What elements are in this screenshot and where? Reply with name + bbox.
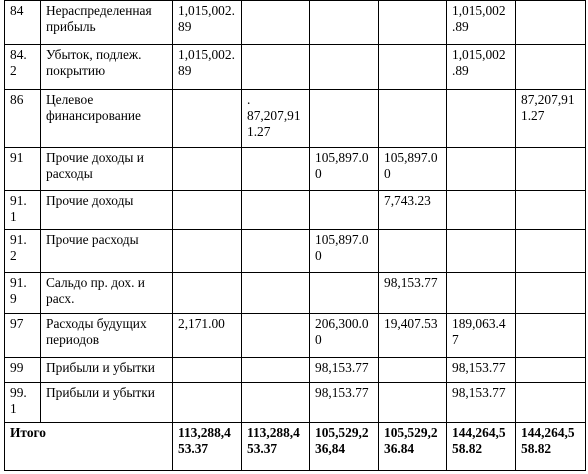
account-name: Целевое финансирование [41, 90, 173, 148]
ledger-body [5, 1, 586, 471]
closing-debit [447, 90, 516, 148]
total-closing-debit: 144,264,5 58.82 [447, 423, 516, 471]
opening-debit [173, 148, 242, 191]
account-name: Убыток, подлеж. покрытию [41, 45, 173, 90]
account-number: 99 [5, 358, 41, 383]
table-row [5, 314, 586, 358]
account-number: 99. 1 [5, 383, 41, 423]
closing-debit: 1,015,002 .89 [447, 45, 516, 90]
turnover-debit: 98,153.77 [310, 358, 379, 383]
opening-credit [242, 1, 310, 45]
turnover-debit [310, 90, 379, 148]
total-turnover-credit: 105,529,2 36.84 [379, 423, 447, 471]
turnover-credit [379, 383, 447, 423]
turnover-debit [310, 273, 379, 314]
opening-credit [242, 148, 310, 191]
account-name: Прочие доходы и расходы [41, 148, 173, 191]
table-row [5, 90, 586, 148]
table-row [5, 273, 586, 314]
turnover-debit [310, 1, 379, 45]
account-name: Прибыли и убытки [41, 383, 173, 423]
totals-label: Итого [5, 423, 173, 471]
account-number: 91. 9 [5, 273, 41, 314]
account-name: Сальдо пр. дох. и расх. [41, 273, 173, 314]
account-name: Прочие расходы [41, 230, 173, 273]
account-number: 91. 2 [5, 230, 41, 273]
opening-credit [242, 383, 310, 423]
opening-credit [242, 273, 310, 314]
opening-credit [242, 314, 310, 358]
turnover-credit: 105,897.0 0 [379, 148, 447, 191]
opening-debit [173, 273, 242, 314]
account-number: 97 [5, 314, 41, 358]
closing-credit [516, 358, 586, 383]
opening-debit [173, 191, 242, 230]
totals-row [5, 423, 586, 471]
table-row [5, 148, 586, 191]
closing-debit: 1,015,002 .89 [447, 1, 516, 45]
closing-credit [516, 314, 586, 358]
closing-debit [447, 230, 516, 273]
opening-credit [242, 191, 310, 230]
closing-credit [516, 1, 586, 45]
account-name: Нераспределенная прибыль [41, 1, 173, 45]
turnover-credit [379, 1, 447, 45]
opening-credit [242, 230, 310, 273]
total-opening-credit: 113,288,4 53.37 [242, 423, 310, 471]
closing-credit [516, 45, 586, 90]
account-name: Прибыли и убытки [41, 358, 173, 383]
total-closing-credit: 144,264,5 58.82 [516, 423, 586, 471]
account-name: Прочие доходы [41, 191, 173, 230]
total-turnover-debit: 105,529,2 36,84 [310, 423, 379, 471]
closing-debit [447, 273, 516, 314]
opening-credit: . 87,207,91 1.27 [242, 90, 310, 148]
closing-debit: 98,153.77 [447, 358, 516, 383]
turnover-debit [310, 45, 379, 90]
opening-debit [173, 383, 242, 423]
turnover-debit: 105,897.0 0 [310, 148, 379, 191]
opening-credit [242, 358, 310, 383]
opening-debit [173, 90, 242, 148]
account-name: Расходы будущих периодов [41, 314, 173, 358]
closing-credit [516, 383, 586, 423]
account-number: 91 [5, 148, 41, 191]
turnover-credit: 19,407.53 [379, 314, 447, 358]
opening-debit [173, 358, 242, 383]
turnover-debit: 98,153.77 [310, 383, 379, 423]
closing-credit [516, 191, 586, 230]
closing-credit [516, 148, 586, 191]
closing-credit [516, 230, 586, 273]
turnover-credit [379, 230, 447, 273]
turnover-debit [310, 191, 379, 230]
turnover-credit: 7,743.23 [379, 191, 447, 230]
turnover-balance-table [4, 0, 586, 471]
table-row [5, 230, 586, 273]
turnover-debit: 105,897.0 0 [310, 230, 379, 273]
closing-debit [447, 191, 516, 230]
account-number: 86 [5, 90, 41, 148]
turnover-credit [379, 90, 447, 148]
table-row [5, 1, 586, 45]
closing-credit [516, 273, 586, 314]
opening-credit [242, 45, 310, 90]
closing-credit: 87,207,91 1.27 [516, 90, 586, 148]
account-number: 91. 1 [5, 191, 41, 230]
account-number: 84. 2 [5, 45, 41, 90]
closing-debit: 189,063.4 7 [447, 314, 516, 358]
table-row [5, 45, 586, 90]
opening-debit [173, 230, 242, 273]
opening-debit: 1,015,002. 89 [173, 45, 242, 90]
closing-debit: 98,153.77 [447, 383, 516, 423]
turnover-credit [379, 358, 447, 383]
table-row [5, 358, 586, 383]
table-row [5, 383, 586, 423]
total-opening-debit: 113,288,4 53.37 [173, 423, 242, 471]
turnover-credit [379, 45, 447, 90]
turnover-debit: 206,300.0 0 [310, 314, 379, 358]
opening-debit: 2,171.00 [173, 314, 242, 358]
account-number: 84 [5, 1, 41, 45]
opening-debit: 1,015,002. 89 [173, 1, 242, 45]
table-row [5, 191, 586, 230]
closing-debit [447, 148, 516, 191]
turnover-credit: 98,153.77 [379, 273, 447, 314]
